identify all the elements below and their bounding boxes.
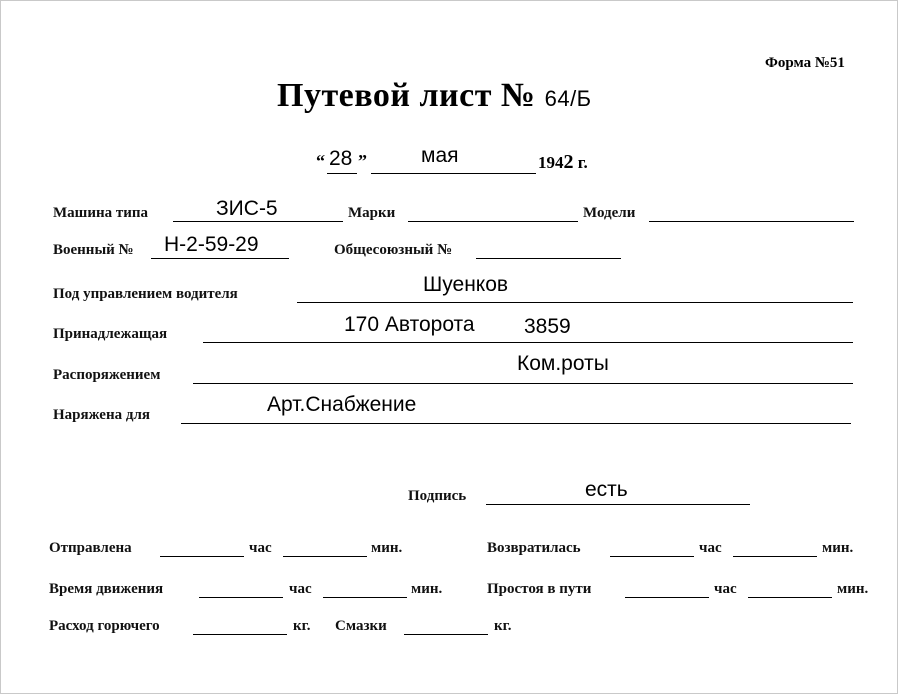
sent-label: Отправлена [49, 540, 132, 556]
page-title [277, 77, 592, 115]
waybill-number: 64/Б [544, 86, 592, 111]
returned-min-unit: мин. [822, 540, 854, 556]
union-number-label: Общесоюзный № [334, 242, 453, 258]
sent-minutes-field[interactable] [283, 556, 367, 557]
travel-minutes-field[interactable] [323, 597, 407, 598]
sent-hour-unit: час [249, 540, 272, 556]
day-line [327, 173, 357, 174]
idle-minutes-field[interactable] [748, 597, 832, 598]
date-month[interactable]: мая [421, 144, 459, 167]
signature-line [486, 504, 750, 505]
assigned-line [181, 423, 851, 424]
vehicle-brand-line[interactable] [408, 221, 578, 222]
military-number-value[interactable]: Н-2-59-29 [164, 233, 259, 256]
belongs-unit-value[interactable]: 170 Авторота [344, 313, 475, 336]
travel-time-label: Время движения [49, 581, 164, 597]
driver-value[interactable]: Шуенков [423, 273, 509, 296]
union-number-line[interactable] [476, 258, 621, 259]
vehicle-type-line [173, 221, 343, 222]
date-year [538, 151, 588, 174]
fuel-label: Расход горючего [49, 618, 160, 634]
title-prefix: Путевой лист № [277, 77, 536, 114]
signature-value[interactable]: есть [585, 478, 628, 501]
assigned-value[interactable]: Арт.Снабжение [267, 393, 417, 416]
travel-hour-unit: час [289, 581, 312, 597]
idle-hours-field[interactable] [625, 597, 709, 598]
travel-min-unit: мин. [411, 581, 443, 597]
returned-hour-unit: час [699, 540, 722, 556]
idle-min-unit: мин. [837, 581, 869, 597]
sent-min-unit: мин. [371, 540, 403, 556]
signature-label: Подпись [408, 488, 467, 504]
travel-hours-field[interactable] [199, 597, 283, 598]
returned-label: Возвратилась [487, 540, 581, 556]
date-day[interactable]: 28 [329, 147, 353, 170]
lube-kg-unit: кг. [494, 618, 512, 634]
driver-line [297, 302, 853, 303]
assigned-label: Наряжена для [53, 407, 150, 423]
vehicle-model-line[interactable] [649, 221, 854, 222]
vehicle-brand-label: Марки [348, 205, 396, 221]
fuel-kg-unit: кг. [293, 618, 311, 634]
belongs-number-value[interactable]: 3859 [524, 315, 571, 338]
date-close-quote: ” [358, 151, 367, 171]
lube-label: Смазки [335, 618, 387, 634]
vehicle-model-label: Модели [583, 205, 636, 221]
lube-field[interactable] [404, 634, 488, 635]
date-open-quote: “ [316, 151, 325, 171]
belongs-label: Принадлежащая [53, 326, 168, 342]
order-label: Распоряжением [53, 367, 161, 383]
order-value[interactable]: Ком.роты [517, 352, 609, 375]
returned-hours-field[interactable] [610, 556, 694, 557]
month-line [371, 173, 536, 174]
sent-hours-field[interactable] [160, 556, 244, 557]
driver-label: Под управлением водителя [53, 286, 238, 302]
year-suffix: г. [573, 153, 588, 172]
vehicle-type-label: Машина типа [53, 205, 149, 221]
year-last-digit[interactable]: 2 [563, 151, 574, 173]
idle-hour-unit: час [714, 581, 737, 597]
year-prefix: 194 [538, 153, 564, 172]
order-line [193, 383, 853, 384]
vehicle-type-value[interactable]: ЗИС-5 [216, 197, 278, 220]
belongs-line [203, 342, 853, 343]
military-number-line [151, 258, 289, 259]
military-number-label: Военный № [53, 242, 134, 258]
form-number: Форма №51 [765, 55, 845, 71]
idle-time-label: Простоя в пути [487, 581, 592, 597]
fuel-field[interactable] [193, 634, 287, 635]
returned-minutes-field[interactable] [733, 556, 817, 557]
